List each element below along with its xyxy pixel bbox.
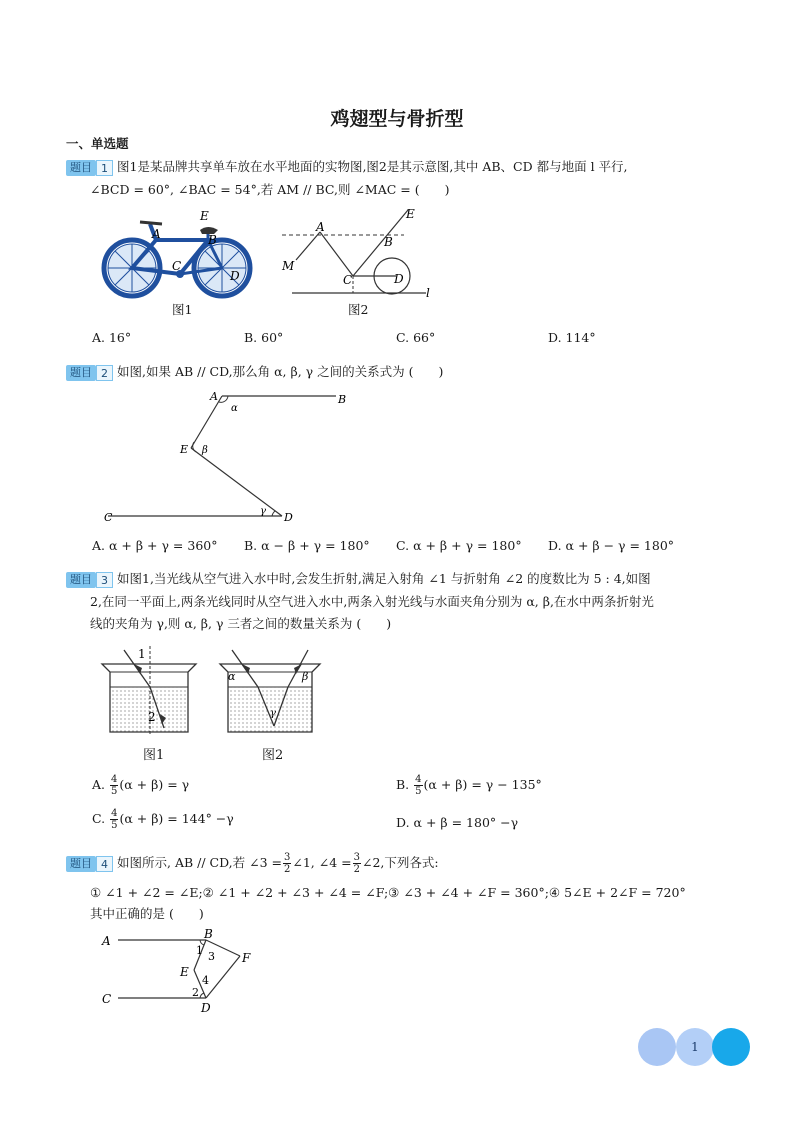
fraction-numerator: 3 — [284, 852, 291, 863]
question-4-line2: ① ∠1 + ∠2 = ∠E;② ∠1 + ∠2 + ∠3 + ∠4 = ∠F;③ ∠3 + ∠4 + ∠F = 360°;④ 5∠E + 2∠F = 720° — [90, 885, 686, 900]
question-4-text — [66, 852, 439, 875]
fraction-denominator: 2 — [353, 864, 360, 875]
section-heading: 一、单选题 — [66, 136, 129, 151]
refr2-label-gamma: γ — [270, 708, 276, 719]
q2-option-d[interactable]: D. α + β − γ = 180° — [548, 538, 675, 553]
schem-label-a: A — [316, 220, 325, 234]
refraction-figure-2 — [218, 642, 328, 738]
figure-2-caption: 图2 — [348, 302, 369, 317]
q3-option-c[interactable] — [92, 808, 234, 831]
question-1-line1: 图1是某品牌共享单车放在水平地面的实物图,图2是其示意图,其中 AB、CD 都与地面 l 平行, — [117, 159, 628, 174]
refr1-label-2: 2 — [148, 710, 156, 724]
q4-label-4: 4 — [202, 974, 209, 987]
question-4-line1-c: ∠2,下列各式: — [362, 855, 439, 870]
question-1-line2: ∠BCD = 60°, ∠BAC = 54°,若 AM // BC,则 ∠MAC = ( ) — [90, 182, 450, 197]
q1-option-a[interactable]: A. 16° — [92, 330, 132, 345]
refr2-label-beta: β — [302, 670, 309, 683]
bicycle-figure — [96, 206, 256, 306]
q2-label-d: D — [284, 511, 293, 524]
q1-option-c[interactable]: C. 66° — [396, 330, 436, 345]
refr2-label-alpha: α — [228, 670, 236, 683]
fraction — [110, 774, 118, 797]
q2-option-c[interactable]: C. α + β + γ = 180° — [396, 538, 522, 553]
page-decor-circle-right — [712, 1028, 750, 1066]
question-tag: 题目 — [66, 572, 96, 588]
bike-label-e: E — [200, 209, 209, 223]
question-1-text — [66, 156, 746, 178]
option-text: (α + β) = 144° −γ — [119, 811, 234, 826]
q2-option-a[interactable]: A. α + β + γ = 360° — [92, 538, 218, 553]
q4-label-c: C — [102, 992, 112, 1006]
question-3-line1: 如图1,当光线从空气进入水中时,会发生折射,满足入射角 ∠1 与折射角 ∠2 的度数比为 5 : 4,如图 — [117, 571, 651, 586]
q4-label-3: 3 — [208, 950, 215, 963]
q4-label-a: A — [102, 934, 111, 948]
question-4-line1-a: 如图所示, AB // CD,若 ∠3 = — [117, 855, 282, 870]
figure-1-caption: 图1 — [172, 302, 193, 317]
question-tag: 题目 — [66, 365, 96, 381]
q4-label-f: F — [242, 951, 251, 965]
fraction-numerator: 4 — [111, 808, 118, 819]
q1-option-d[interactable]: D. 114° — [548, 330, 596, 345]
question-tag: 题目 — [66, 160, 96, 176]
q3-option-a[interactable] — [92, 774, 189, 797]
page-number: 1 — [676, 1028, 714, 1066]
q3-option-d[interactable]: D. α + β = 180° −γ — [396, 815, 519, 830]
schem-label-c: C — [343, 273, 353, 287]
schem-label-b: B — [384, 235, 393, 249]
q3-option-b[interactable] — [396, 774, 542, 797]
refraction-figure-1 — [96, 642, 206, 738]
q3-figure-2-caption: 图2 — [262, 748, 284, 763]
q2-label-c: C — [104, 511, 113, 524]
question-number: 1 — [96, 160, 113, 176]
q4-label-b: B — [204, 927, 213, 941]
fraction-numerator: 4 — [111, 774, 118, 785]
option-text: (α + β) = γ — [119, 777, 190, 792]
question-number: 2 — [96, 365, 113, 381]
option-text: (α + β) = γ − 135° — [423, 777, 542, 792]
q2-label-gamma: γ — [260, 506, 266, 517]
page-decor-circle-left — [638, 1028, 676, 1066]
schem-label-m: M — [282, 259, 295, 273]
q2-label-alpha: α — [231, 403, 238, 414]
q2-label-b: B — [338, 393, 347, 406]
option-letter: B. — [396, 777, 410, 792]
question-2-body: 如图,如果 AB // CD,那么角 α, β, γ 之间的关系式为 ( ) — [117, 364, 444, 379]
question-4-line1-b: ∠1, ∠4 = — [292, 855, 352, 870]
option-letter: C. — [92, 811, 106, 826]
bike-label-d: D — [230, 269, 240, 283]
q4-figure — [96, 926, 266, 1016]
q4-label-2: 2 — [192, 986, 199, 999]
bike-label-b: B — [208, 233, 217, 247]
q3-figure-1-caption: 图1 — [143, 748, 165, 763]
question-3-text — [66, 568, 756, 590]
q4-label-1: 1 — [196, 944, 203, 957]
fraction-numerator: 3 — [353, 852, 360, 863]
bike-label-c: C — [172, 259, 182, 273]
fraction — [283, 852, 291, 875]
fraction — [414, 774, 422, 797]
bicycle-schematic — [280, 204, 440, 304]
question-number: 4 — [96, 856, 113, 872]
fraction — [110, 808, 118, 831]
schem-label-e: E — [406, 207, 415, 221]
option-letter: A. — [92, 777, 106, 792]
q2-option-b[interactable]: B. α − β + γ = 180° — [244, 538, 370, 553]
q4-label-d: D — [201, 1001, 211, 1015]
fraction-denominator: 2 — [284, 864, 291, 875]
question-3-line2: 2,在同一平面上,两条光线同时从空气进入水中,两条入射光线与水面夹角分别为 α, β,在水中两条折射光 — [90, 594, 654, 609]
fraction — [353, 852, 361, 875]
fraction-denominator: 5 — [415, 786, 422, 797]
fraction-numerator: 4 — [415, 774, 422, 785]
fraction-denominator: 5 — [111, 820, 118, 831]
schem-label-l: l — [426, 286, 430, 300]
bike-label-a: A — [152, 227, 161, 241]
question-tag: 题目 — [66, 856, 96, 872]
refr1-label-1: 1 — [138, 647, 146, 661]
question-3-line3: 线的夹角为 γ,则 α, β, γ 三者之间的数量关系为 ( ) — [90, 616, 392, 631]
fraction-denominator: 5 — [111, 786, 118, 797]
question-2-text — [66, 361, 443, 383]
question-4-line3: 其中正确的是 ( ) — [90, 906, 204, 921]
question-number: 3 — [96, 572, 113, 588]
q2-figure — [96, 386, 366, 526]
q1-option-b[interactable]: B. 60° — [244, 330, 284, 345]
q2-label-a: A — [210, 390, 218, 403]
page-title: 鸡翅型与骨折型 — [330, 108, 464, 130]
schem-label-d: D — [394, 272, 404, 286]
q2-label-e: E — [180, 443, 189, 456]
q2-label-beta: β — [202, 445, 208, 456]
q4-label-e: E — [180, 965, 189, 979]
